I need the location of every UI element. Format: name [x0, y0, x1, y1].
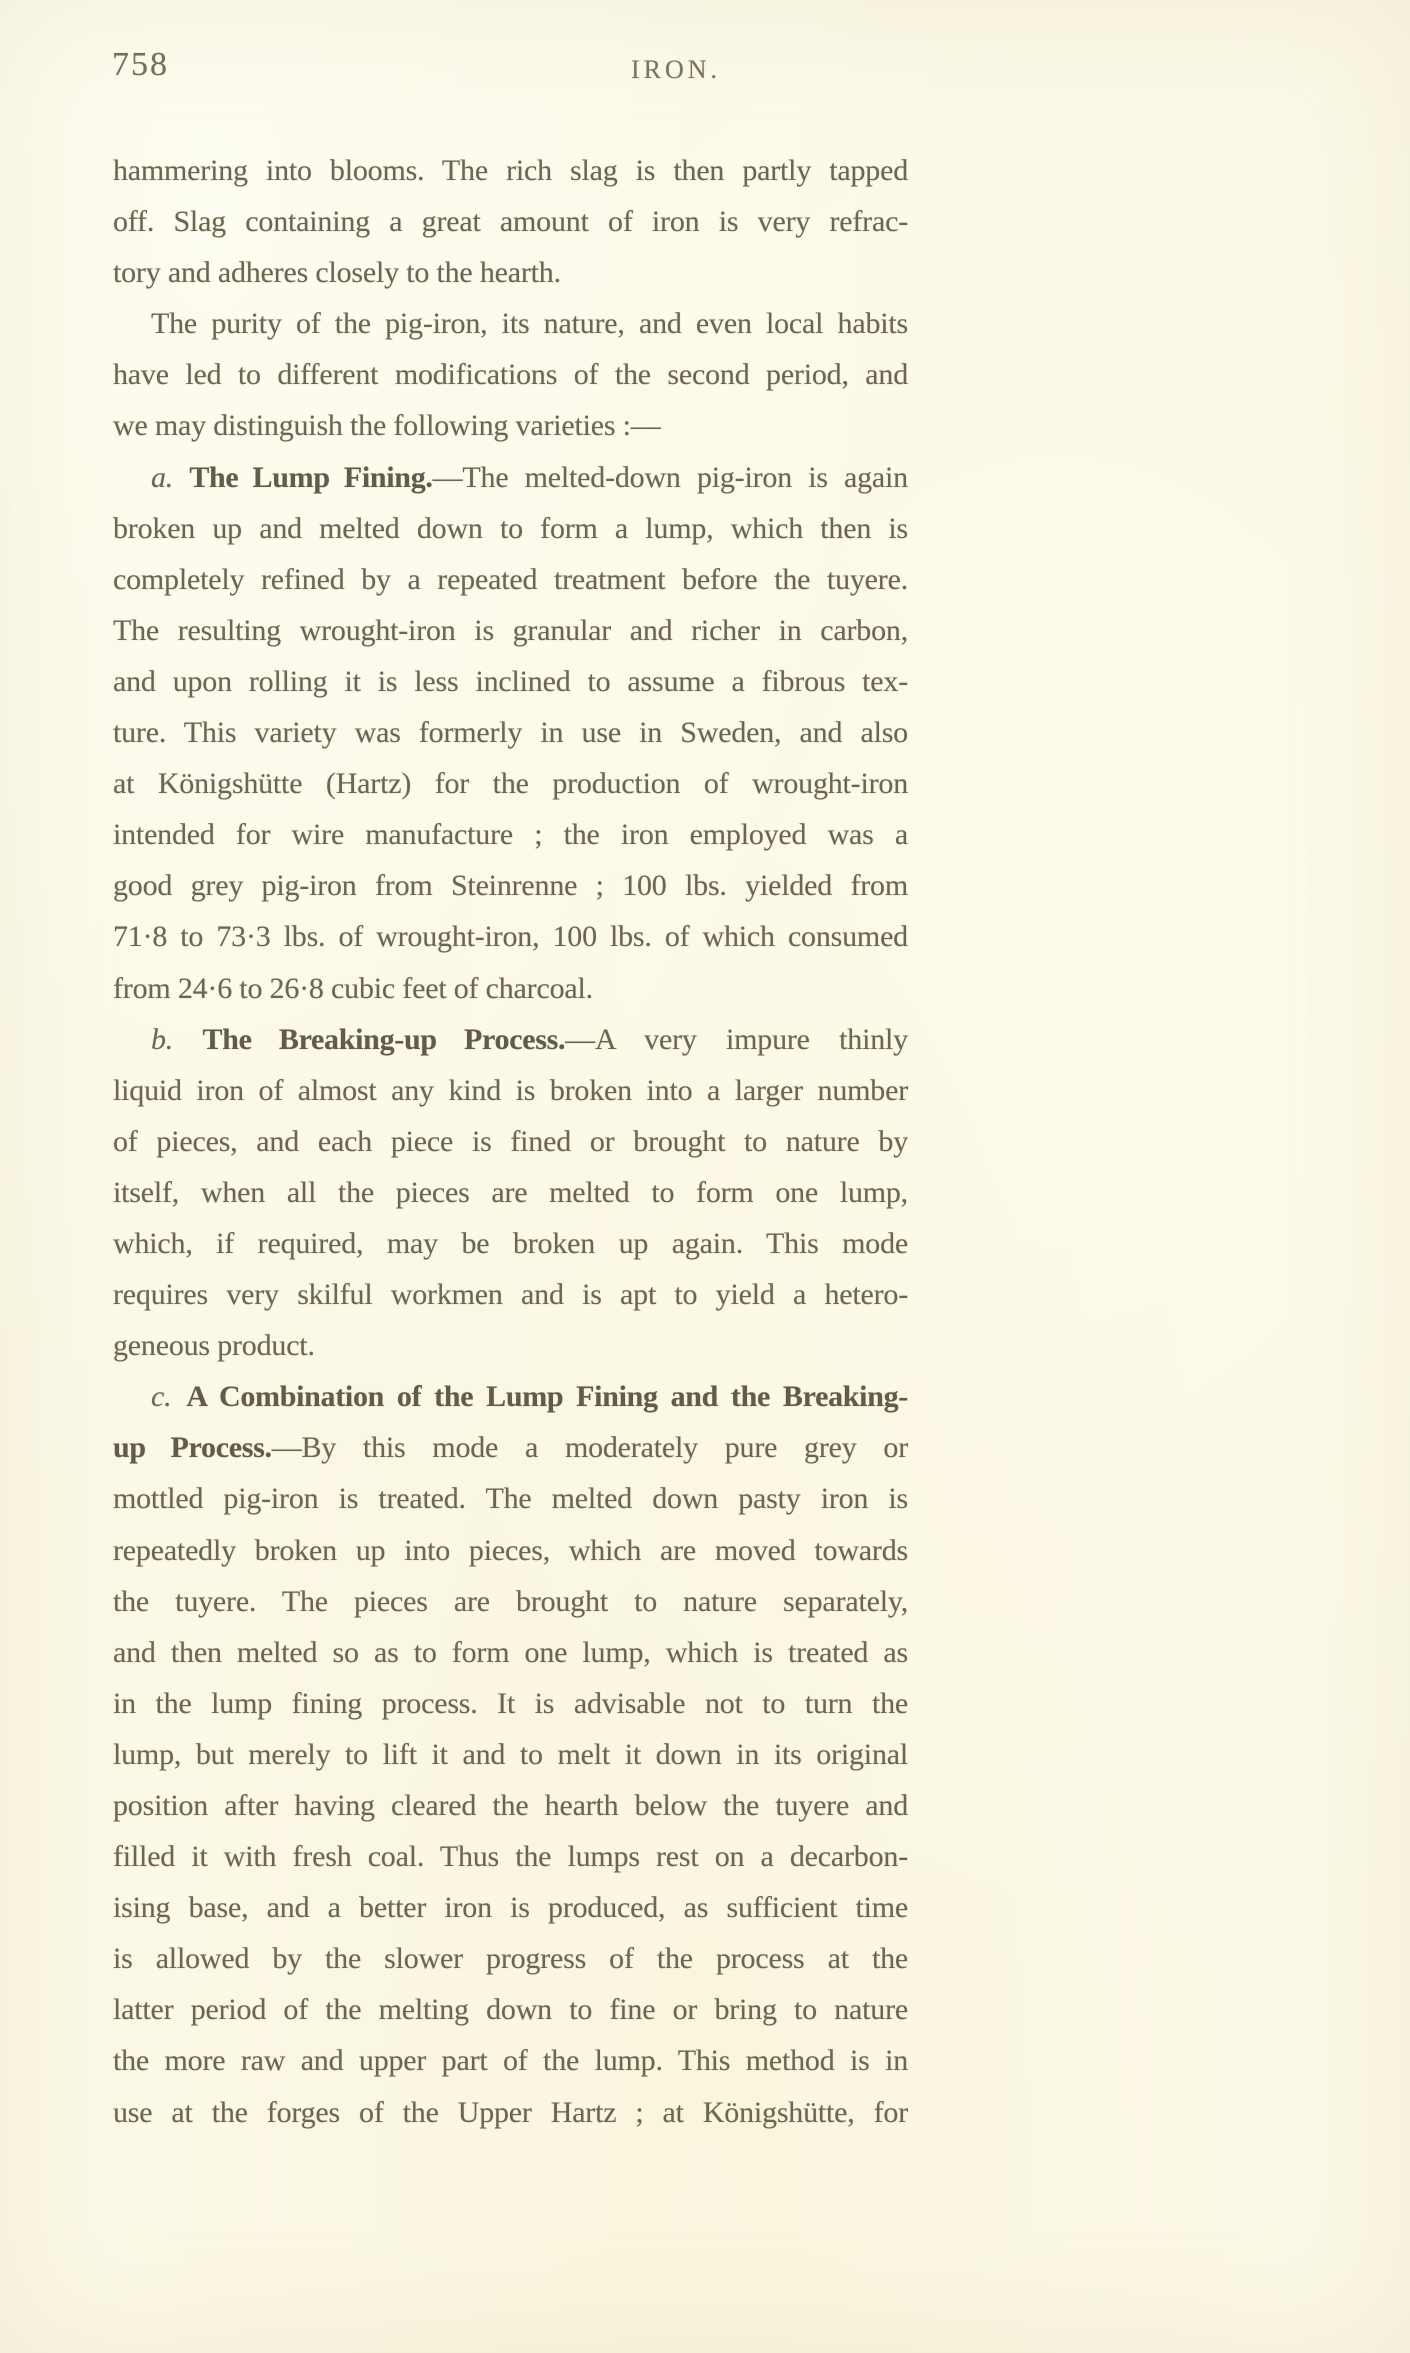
text-line: lump, but merely to lift it and to melt it down in its original: [113, 1737, 908, 1771]
text-line: latter period of the melting down to fine or bring to nature: [113, 1993, 908, 2027]
text-line: the tuyere. The pieces are brought to nature separately,: [113, 1584, 908, 1618]
text-line: geneous product.: [113, 1329, 315, 1363]
text-line: ising base, and a better iron is produced, as sufficient time: [113, 1891, 908, 1925]
text-line: hammering into blooms. The rich slag is then partly tapped: [113, 154, 908, 187]
page-number: 758: [112, 46, 169, 83]
text-line: b. The Breaking-up Process.—A very impure thinly: [151, 1022, 908, 1056]
text-line: a. The Lump Fining.—The melted-down pig-iron is again: [151, 460, 908, 494]
text-line: of pieces, and each piece is fined or brought to nature by: [113, 1124, 908, 1158]
text-line: completely refined by a repeated treatment before the tuyere.: [113, 562, 908, 596]
text-line: and upon rolling it is less inclined to assume a fibrous tex-: [113, 664, 908, 698]
running-head: IRON.: [630, 55, 722, 84]
page-body-text: [113, 145, 908, 2138]
text-line: have led to different modifications of the second period, and: [113, 358, 908, 392]
text-line: good grey pig-iron from Steinrenne ; 100 lbs. yielded from: [113, 869, 908, 903]
text-line: itself, when all the pieces are melted to form one lump,: [113, 1175, 908, 1209]
text-line: intended for wire manufacture ; the iron employed was a: [113, 818, 908, 852]
text-line: and then melted so as to form one lump, which is treated as: [113, 1635, 908, 1669]
text-line: we may distinguish the following varieties :—: [113, 409, 661, 443]
text-line: the more raw and upper part of the lump. This method is in: [113, 2044, 908, 2078]
text-line: mottled pig-iron is treated. The melted down pasty iron is: [113, 1482, 908, 1516]
text-line: broken up and melted down to form a lump, which then is: [113, 511, 908, 545]
text-line: which, if required, may be broken up again. This mode: [113, 1226, 908, 1260]
text-line: The resulting wrought-iron is granular and richer in carbon,: [113, 613, 908, 647]
text-line: from 24·6 to 26·8 cubic feet of charcoal.: [113, 971, 593, 1005]
text-line: repeatedly broken up into pieces, which are moved towards: [113, 1533, 908, 1567]
text-line: off. Slag containing a great amount of iron is very refrac-: [113, 205, 908, 239]
text-line: liquid iron of almost any kind is broken into a larger number: [113, 1073, 908, 1107]
text-line: up Process.—By this mode a moderately pure grey or: [113, 1431, 908, 1465]
text-line: 71·8 to 73·3 lbs. of wrought-iron, 100 lbs. of which consumed: [113, 920, 908, 954]
text-line: requires very skilful workmen and is apt to yield a hetero-: [113, 1278, 908, 1312]
text-line: in the lump fining process. It is advisable not to turn the: [113, 1686, 908, 1720]
text-line: is allowed by the slower progress of the process at the: [113, 1942, 908, 1976]
text-line: ture. This variety was formerly in use in Sweden, and also: [113, 716, 908, 750]
text-line: The purity of the pig-iron, its nature, and even local habits: [151, 307, 908, 341]
text-line: tory and adheres closely to the hearth.: [113, 256, 561, 290]
text-line: filled it with fresh coal. Thus the lumps rest on a decarbon-: [113, 1840, 908, 1874]
text-line: use at the forges of the Upper Hartz ; at Königshütte, for: [113, 2095, 908, 2129]
text-line: at Königshütte (Hartz) for the production of wrought-iron: [113, 767, 908, 801]
text-line: c. A Combination of the Lump Fining and the Breaking-: [151, 1380, 908, 1414]
text-line: position after having cleared the hearth below the tuyere and: [113, 1789, 908, 1822]
